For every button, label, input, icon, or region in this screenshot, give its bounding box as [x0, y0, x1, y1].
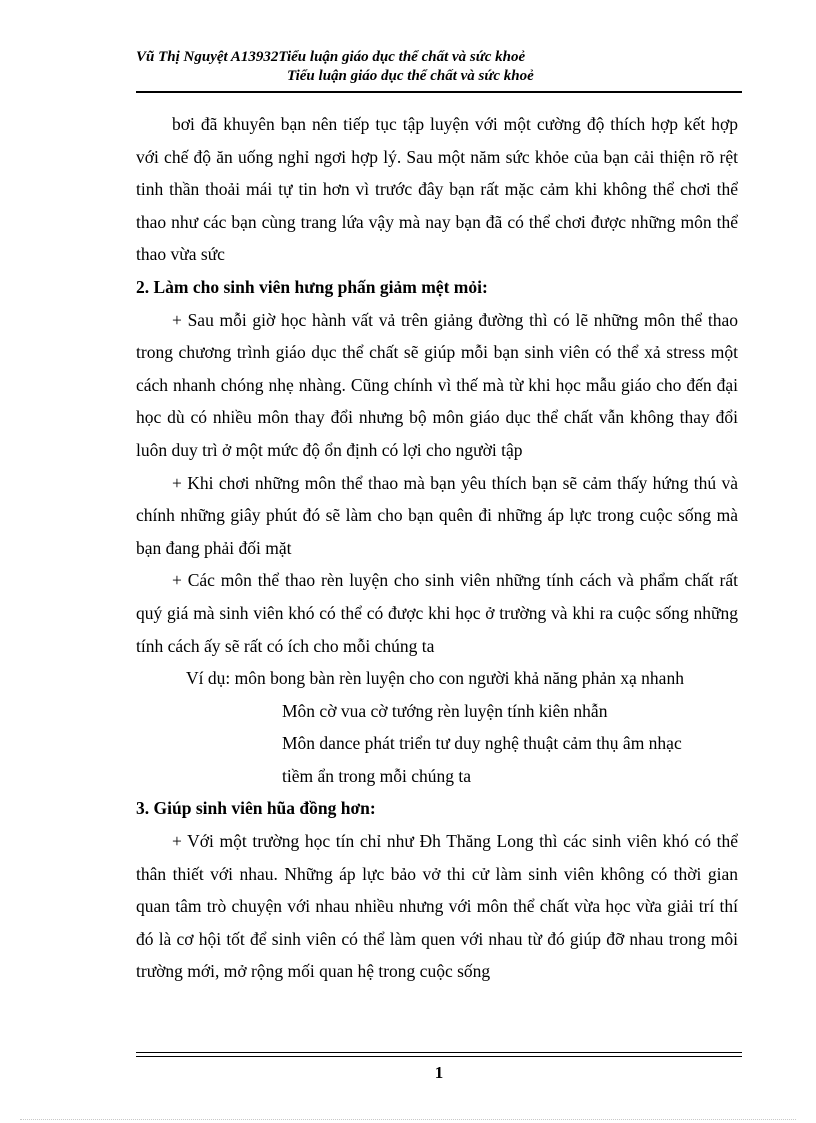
paragraph-enjoyment: + Khi chơi những môn thể thao mà bạn yêu thích bạn sẽ cảm thấy hứng thú và chính những giây phút đó sẽ làm cho bạn quên đi những áp lực trong cuộc sống mà bạn đang phải đối mặt	[136, 472, 738, 558]
footer-divider	[136, 1052, 742, 1057]
page-bottom-edge	[20, 1119, 796, 1120]
paragraph-character: + Các môn thể thao rèn luyện cho sinh viên những tính cách và phẩm chất rất quý giá mà sinh viên khó có thể có được khi học ở trường và khi ra cuộc sống những tính cách ấy sẽ rất có ích cho mỗi chúng ta	[136, 570, 738, 656]
example-line-3: Môn dance phát triển tư duy nghệ thuật cảm thụ âm nhạc	[282, 733, 682, 754]
section-heading-2: 2. Làm cho sinh viên hưng phấn giảm mệt mỏi:	[136, 276, 488, 297]
paragraph-relax: + Sau mỗi giờ học hành vất vả trên giảng đường thì có lẽ những môn thể thao trong chương trình giáo dục thể chất sẽ giúp mỗi bạn sinh viên có thể xả stress một cách nhanh chóng nhẹ nhàng. Cũng chính vì thế mà từ khi học mẫu giáo cho đến đại học dù có nhiều môn thay đổi nhưng bộ môn giáo dục thể chất vẫn không thay đổi luôn duy trì ở một mức độ ổn định có lợi cho người tập	[136, 309, 738, 460]
page-header	[136, 48, 742, 86]
header-line-1: Vũ Thị Nguyệt A13932Tiểu luận giáo dục thể chất và sức khoẻ	[136, 49, 526, 65]
page-number: 1	[434, 1063, 444, 1082]
example-line-1: Ví dụ: môn bong bàn rèn luyện cho con người khả năng phản xạ nhanh	[186, 668, 684, 689]
example-line-2: Môn cờ vua cờ tướng rèn luyện tính kiên nhẫn	[282, 700, 608, 721]
section-heading-3: 3. Giúp sinh viên hũa đồng hơn:	[136, 798, 376, 819]
paragraph-social: + Với một trường học tín chỉ như Đh Thăng Long thì các sinh viên khó có thể thân thiết với nhau. Những áp lực bảo vở thi cử làm sinh viên không có thời gian quan tâm trò chuyện với nhau nhiều nhưng với môn thể chất vừa học vừa giải trí thí đó là cơ hội tốt để sinh viên có thể làm quen với nhau từ đó giúp đỡ nhau trong môi trường mới, mở rộng mối quan hệ trong cuộc sống	[136, 831, 738, 982]
document-body	[136, 108, 738, 988]
header-divider	[136, 91, 742, 93]
paragraph-continuation: bơi đã khuyên bạn nên tiếp tục tập luyện với một cường độ thích hợp kết hợp với chế độ ăn uống nghỉ ngơi hợp lý. Sau một năm sức khỏe của bạn cải thiện rõ rệt tinh thần thoải mái tự tin hơn vì trước đây bạn rất mặc cảm khi không thể chơi thể thao như các bạn cùng trang lứa vậy mà nay bạn đã có thể chơi được những môn thể thao vừa sức	[136, 114, 738, 265]
header-line-2: Tiểu luận giáo dục thể chất và sức khoẻ	[287, 68, 534, 84]
example-line-4: tiềm ẩn trong mỗi chúng ta	[282, 765, 472, 786]
